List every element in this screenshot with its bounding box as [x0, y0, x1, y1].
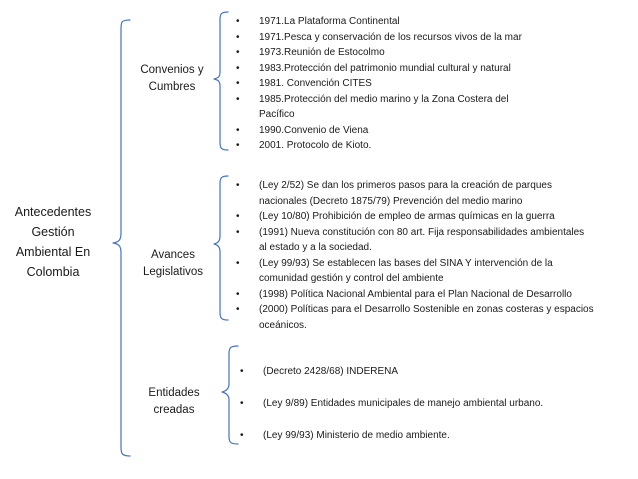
- item-line: • (Ley 99/93) Se establecen las bases del SINA Y intervención de la: [259, 257, 553, 269]
- list-item: [232, 61, 632, 77]
- root-line: Ambiental En: [15, 245, 91, 259]
- group-label-line: Convenios y: [140, 64, 204, 76]
- list-item: [232, 178, 636, 209]
- item-line: • 1973.Reunión de Estocolmo: [259, 47, 385, 58]
- list-item: [232, 45, 632, 61]
- root-label: [4, 202, 102, 282]
- list-item: [236, 428, 636, 444]
- list-entidades: [236, 364, 636, 460]
- item-line: • (Decreto 2428/68) INDERENA: [263, 366, 399, 377]
- group-label-line: creadas: [153, 404, 195, 416]
- item-line: oceánicos.: [259, 319, 307, 331]
- item-line: • (1991) Nueva constitución con 80 art. Fija responsabilidades ambientales: [259, 226, 585, 238]
- item-line: • 1971.La Plataforma Continental: [259, 16, 400, 27]
- item-line: • (Ley 10/80) Prohibición de empleo de armas químicas en la guerra: [259, 211, 555, 222]
- group-label-convenios: [128, 62, 216, 96]
- group-label-line: Avances: [151, 249, 195, 261]
- list-item: [232, 30, 632, 46]
- root-line: Colombia: [26, 265, 80, 279]
- item-line: • (1998) Política Nacional Ambiental para el Plan Nacional de Desarrollo: [259, 288, 572, 300]
- list-avances: [232, 178, 636, 333]
- item-line: • 1990.Convenio de Viena: [259, 124, 369, 136]
- item-line: al estado y a la sociedad.: [259, 242, 372, 253]
- item-line: • (2000) Políticas para el Desarrollo Sostenible en zonas costeras y espacios: [259, 304, 594, 315]
- list-convenios: [232, 14, 632, 154]
- list-item: [236, 396, 636, 412]
- list-item: [232, 225, 636, 256]
- item-line: • (Ley 2/52) Se dan los primeros pasos para la creación de parques: [259, 180, 552, 191]
- group-label-avances: [128, 247, 218, 281]
- list-item: [232, 123, 632, 139]
- root-line: Gestión: [31, 225, 75, 239]
- item-line: • 1983.Protección del patrimonio mundial cultural y natural: [259, 62, 511, 74]
- group-label-line: Legislativos: [142, 266, 204, 278]
- list-item: [232, 138, 632, 154]
- item-line: nacionales (Decreto 1875/79) Prevención del medio marino: [259, 195, 523, 207]
- group-label-line: Cumbres: [148, 81, 196, 93]
- item-line: • 1971.Pesca y conservación de los recursos vivos de la mar: [259, 31, 522, 43]
- list-item: [232, 14, 632, 30]
- list-item: [232, 209, 636, 225]
- item-line: • 2001. Protocolo de Kioto.: [259, 140, 372, 151]
- item-line: comunidad gestión y control del ambiente: [259, 273, 444, 284]
- group-label-line: Entidades: [148, 387, 200, 399]
- item-line: Pacífico: [259, 109, 295, 120]
- list-item: [232, 287, 636, 303]
- list-item: [236, 364, 636, 380]
- group-label-entidades: [130, 385, 218, 419]
- root-line: Antecedentes: [14, 205, 92, 219]
- item-line: • (Ley 99/93) Ministerio de medio ambiente.: [263, 430, 450, 441]
- list-item: [232, 92, 632, 123]
- list-item: [232, 76, 632, 92]
- item-line: • (Ley 9/89) Entidades municipales de manejo ambiental urbano.: [263, 398, 544, 409]
- list-item: [232, 256, 636, 287]
- item-line: • 1981. Convención CITES: [259, 78, 372, 89]
- list-item: [232, 302, 636, 333]
- item-line: • 1985.Protección del medio marino y la Zona Costera del: [259, 93, 509, 105]
- brace-convenios: [214, 12, 228, 150]
